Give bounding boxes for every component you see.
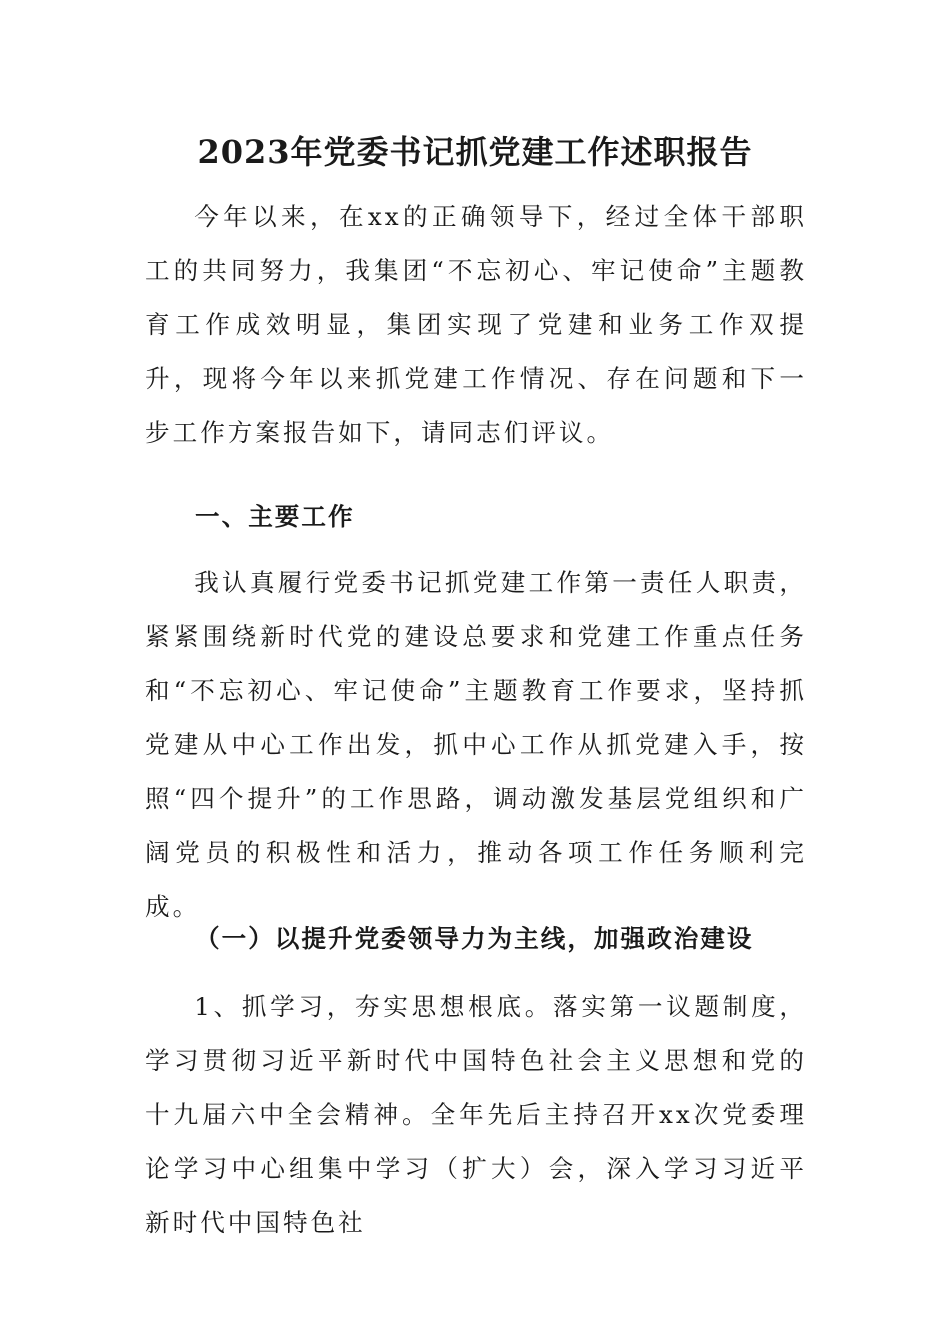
subsection-heading-political-building: （一）以提升党委领导力为主线，加强政治建设: [195, 924, 754, 953]
main-work-paragraph: 我认真履行党委书记抓党建工作第一责任人职责，紧紧围绕新时代党的建设总要求和党建工作重点任务和“不忘初心、牢记使命”主题教育工作要求，坚持抓党建从中心工作出发，抓中心工作从抓党建入手，按照“四个提升”的工作思路，调动激发基层党组织和广阔党员的积极性和活力，推动各项工作任务顺利完成。: [145, 568, 807, 921]
intro-paragraph: 今年以来，在xx的正确领导下，经过全体干部职工的共同努力，我集团“不忘初心、牢记使命”主题教育工作成效明显，集团实现了党建和业务工作双提升，现将今年以来抓党建工作情况、存在问题和下一步工作方案报告如下，请同志们评议。: [145, 202, 807, 447]
section-heading-main-work: 一、主要工作: [195, 502, 355, 531]
document-title: 2023年党委书记抓党建工作述职报告: [197, 133, 753, 171]
item-1-paragraph: 1、抓学习，夯实思想根底。落实第一议题制度，学习贯彻习近平新时代中国特色社会主义思想和党的十九届六中全会精神。全年先后主持召开xx次党委理论学习中心组集中学习（扩大）会，深入学习习近平新时代中国特色社: [145, 992, 807, 1237]
